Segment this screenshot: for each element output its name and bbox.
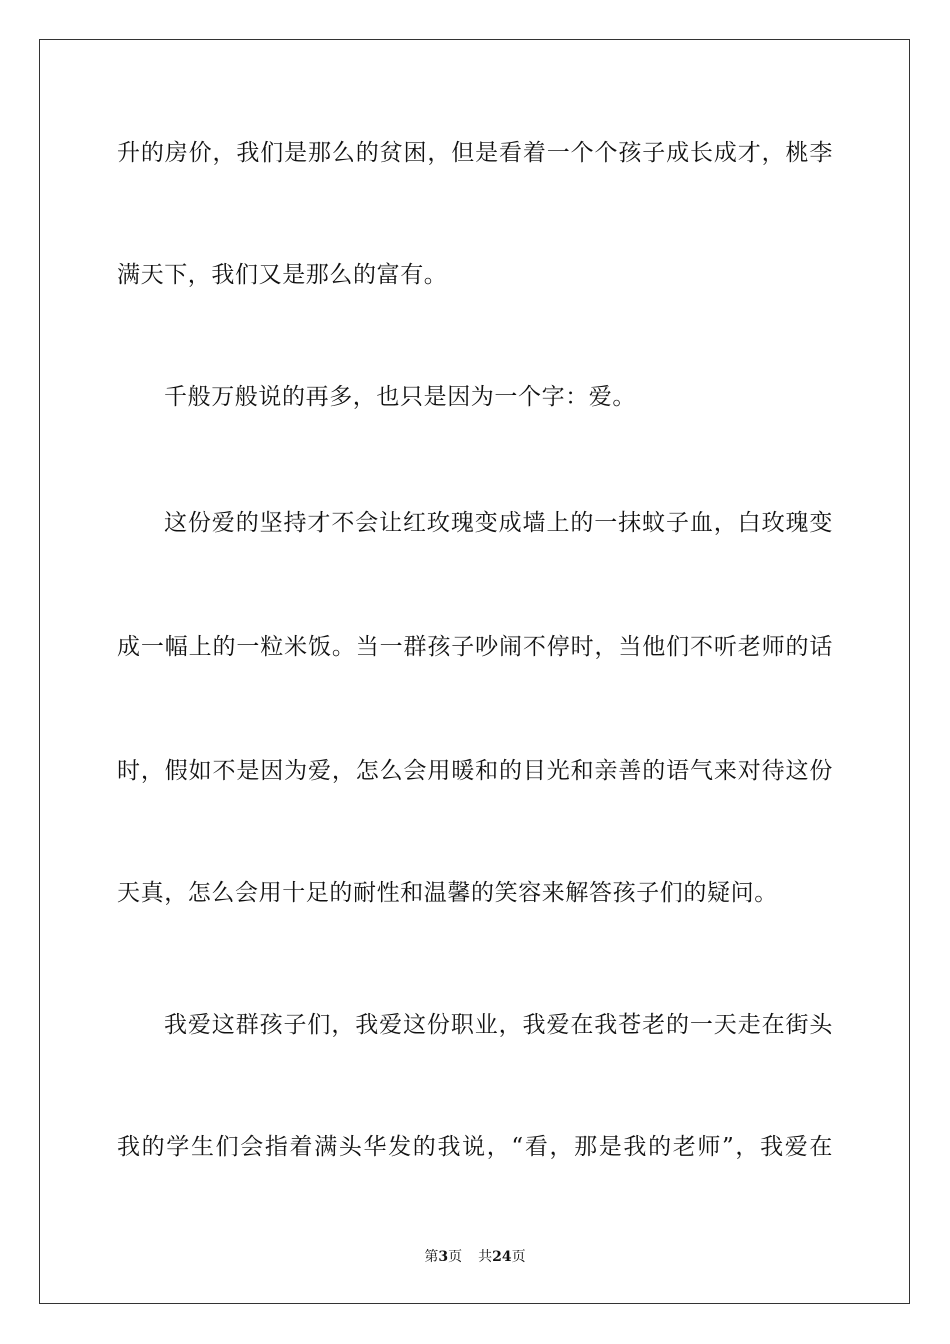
page-footer bbox=[0, 1248, 950, 1266]
page-number: 3 bbox=[438, 1249, 449, 1265]
text-line-7: 天真，怎么会用十足的耐性和温馨的笑容来解答孩子们的疑问。 bbox=[117, 880, 778, 906]
total-pages: 24 bbox=[492, 1249, 512, 1265]
text-line-3: 千般万般说的再多，也只是因为一个字：爱。 bbox=[164, 384, 636, 410]
text-line-9: 我的学生们会指着满头华发的我说，“看，那是我的老师”，我爱在 bbox=[117, 1134, 833, 1160]
text-line-4: 这份爱的坚持才不会让红玫瑰变成墙上的一抹蚊子血，白玫瑰变 bbox=[164, 510, 833, 536]
text-line-1: 升的房价，我们是那么的贫困，但是看着一个个孩子成长成才，桃李 bbox=[117, 140, 833, 166]
text-line-8: 我爱这群孩子们，我爱这份职业，我爱在我苍老的一天走在街头 bbox=[164, 1012, 833, 1038]
text-line-6: 时，假如不是因为爱，怎么会用暖和的目光和亲善的语气来对待这份 bbox=[117, 758, 833, 784]
total-prefix: 共 bbox=[478, 1249, 493, 1265]
text-line-5: 成一幅上的一粒米饭。当一群孩子吵闹不停时，当他们不听老师的话 bbox=[117, 634, 833, 660]
page-suffix: 页 bbox=[448, 1249, 463, 1265]
page-frame bbox=[39, 39, 910, 1304]
total-suffix: 页 bbox=[511, 1249, 526, 1265]
page-prefix: 第 bbox=[424, 1249, 439, 1265]
text-line-2: 满天下，我们又是那么的富有。 bbox=[117, 262, 448, 288]
